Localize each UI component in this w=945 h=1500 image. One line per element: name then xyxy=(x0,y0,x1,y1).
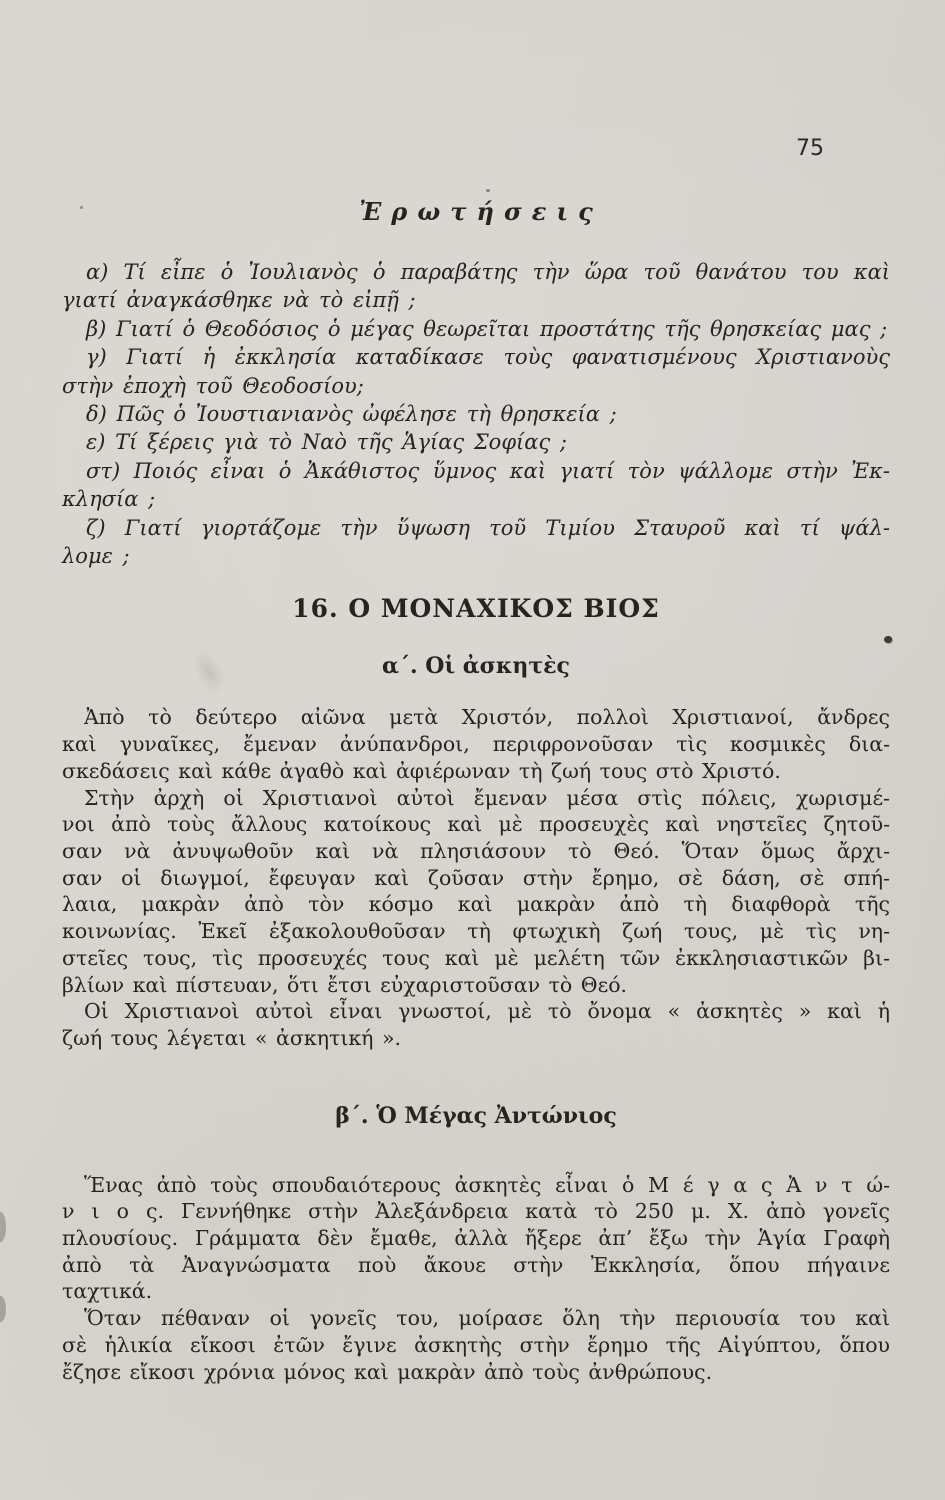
question-item xyxy=(62,258,890,315)
text-line: σὲ ἡλικία εἴκοσι ἐτῶν ἔγινε ἀσκητὴς στὴν ἔρημο τῆς Αἰγύπτου, ὅπου xyxy=(62,1332,890,1357)
text-line: ἀπὸ τὰ Ἀναγνώσματα ποὺ ἄκουε στὴν Ἐκκλησία, ὅπου πήγαινε xyxy=(62,1252,890,1277)
questions-title: Ἐρωτήσεις xyxy=(359,197,603,226)
text-line: καὶ γυναῖκες, ἔμεναν ἀνύπανδροι, περιφρονοῦσαν τὶς κοσμικὲς δια- xyxy=(62,732,890,757)
question-item xyxy=(62,315,890,343)
page-content xyxy=(62,0,890,1385)
paragraph xyxy=(62,1305,890,1385)
text-line: γιατί ἀναγκάσθηκε νὰ τὸ εἰπῇ ; xyxy=(62,288,416,313)
question-item xyxy=(62,400,890,428)
subsection-b-paragraphs xyxy=(62,1172,890,1386)
text-line: στεῖες τους, τὶς προσευχές τους καὶ μὲ μελέτη τῶν ἐκκλησιαστικῶν βι- xyxy=(62,945,890,970)
text-line: στ) Ποιός εἶναι ὁ Ἀκάθιστος ὕμνος καὶ γιατί τὸν ψάλλομε στὴν Ἐκ- xyxy=(86,458,890,483)
text-line: σκεδάσεις καὶ κάθε ἀγαθὸ καὶ ἀφιέρωναν τὴ ζωή τους στὸ Χριστό. xyxy=(62,758,781,783)
subsection-b-title: β΄. Ὁ Μέγας Ἀντώνιος xyxy=(335,1102,617,1129)
text-line: ν ι ο ς. Γεννήθηκε στὴν Ἀλεξάνδρεια κατὰ τὸ 250 μ. Χ. ἀπὸ γονεῖς xyxy=(62,1199,890,1224)
text-line: α) Τί εἶπε ὁ Ἰουλιανὸς ὁ παραβάτης τὴν ὥρα τοῦ θανάτου του καὶ xyxy=(86,260,890,284)
subsection-a-title: α΄. Οἱ ἀσκητὲς xyxy=(382,653,570,680)
text-line: ζ) Γιατί γιορτάζομε τὴν ὕψωση τοῦ Τιμίου Σταυροῦ καὶ τί ψάλ- xyxy=(86,515,890,540)
text-line: Στὴν ἀρχὴ οἱ Χριστιανοὶ αὐτοὶ ἔμεναν μέσα στὶς πόλεις, χωρισμέ- xyxy=(84,785,890,810)
text-line: ε) Τί ξέρεις γιὰ τὸ Ναὸ τῆς Ἁγίας Σοφίας ; xyxy=(86,430,567,455)
text-line: στὴν ἐποχὴ τοῦ Θεοδοσίου; xyxy=(62,373,364,398)
paragraph xyxy=(62,998,890,1051)
text-line: β) Γιατί ὁ Θεοδόσιος ὁ μέγας θεωρεῖται προστάτης τῆς θρησκείας μας ; xyxy=(86,316,888,341)
text-line: κλησία ; xyxy=(62,487,156,512)
question-item xyxy=(62,514,890,571)
paragraph xyxy=(62,1172,890,1306)
text-line: ἔζησε εἴκοσι χρόνια μόνος καὶ μακρὰν ἀπὸ τοὺς ἀνθρώπους. xyxy=(62,1359,713,1384)
text-line: Ἕνας ἀπὸ τοὺς σπουδαιότερους ἀσκητὲς εἶναι ὁ Μ έ γ α ς Ἀ ν τ ώ- xyxy=(84,1172,890,1197)
subsection-a-paragraphs xyxy=(62,704,890,1051)
text-line: Ὅταν πέθαναν οἱ γονεῖς του, μοίρασε ὅλη τὴν περιουσία του καὶ xyxy=(84,1306,890,1331)
text-line: Οἱ Χριστιανοὶ αὐτοὶ εἶναι γνωστοί, μὲ τὸ ὄνομα « ἀσκητὲς » καὶ ἡ xyxy=(84,999,890,1024)
text-line: βλίων καὶ πίστευαν, ὅτι ἔτσι εὐχαριστοῦσαν τὸ Θεό. xyxy=(62,972,628,997)
questions-list xyxy=(62,258,890,570)
text-line: νοι ἀπὸ τοὺς ἄλλους κατοίκους καὶ μὲ προσευχὲς καὶ νηστεῖες ζητοῦ- xyxy=(62,812,890,837)
text-line: λομε ; xyxy=(62,544,130,569)
question-item xyxy=(62,343,890,400)
question-item xyxy=(62,428,890,456)
paragraph xyxy=(62,704,890,784)
text-line: λαια, μακρὰν ἀπὸ τὸν κόσμο καὶ μακρὰν ἀπὸ τὴ διαφθορὰ τῆς xyxy=(62,892,890,917)
binding-shadow xyxy=(0,0,30,1500)
text-line: πλουσίους. Γράμματα δὲν ἔμαθε, ἀλλὰ ἤξερε ἀπ’ ἔξω τὴν Ἁγία Γραφὴ xyxy=(62,1226,890,1251)
text-line: σαν νὰ ἀνυψωθοῦν καὶ νὰ πλησιάσουν τὸ Θεό. Ὅταν ὅμως ἄρχι- xyxy=(62,838,890,863)
text-line: κοινωνίας. Ἐκεῖ ἐξακολουθοῦσαν τὴ φτωχικὴ ζωή τους, μὲ τὶς νη- xyxy=(62,919,890,944)
question-item xyxy=(62,457,890,514)
text-line: Ἀπὸ τὸ δεύτερο αἰῶνα μετὰ Χριστόν, πολλοὶ Χριστιανοί, ἄνδρες xyxy=(84,705,890,730)
page-number: 75 xyxy=(796,136,824,161)
text-line: δ) Πῶς ὁ Ἰουστιανιανὸς ὠφέλησε τὴ θρησκεία ; xyxy=(86,402,617,427)
text-line: ταχτικά. xyxy=(62,1279,153,1304)
lesson-title: 16. Ο ΜΟΝΑΧΙΚΟΣ ΒΙΟΣ xyxy=(292,594,660,624)
text-line: σαν οἱ διωγμοί, ἔφευγαν καὶ ζοῦσαν στὴν ἔρημο, σὲ δάση, σὲ σπή- xyxy=(62,865,890,890)
text-line: ζωή τους λέγεται « ἀσκητική ». xyxy=(62,1025,402,1050)
text-line: γ) Γιατί ἡ ἐκκλησία καταδίκασε τοὺς φανατισμένους Χριστιανοὺς xyxy=(86,345,890,370)
paragraph xyxy=(62,785,890,999)
